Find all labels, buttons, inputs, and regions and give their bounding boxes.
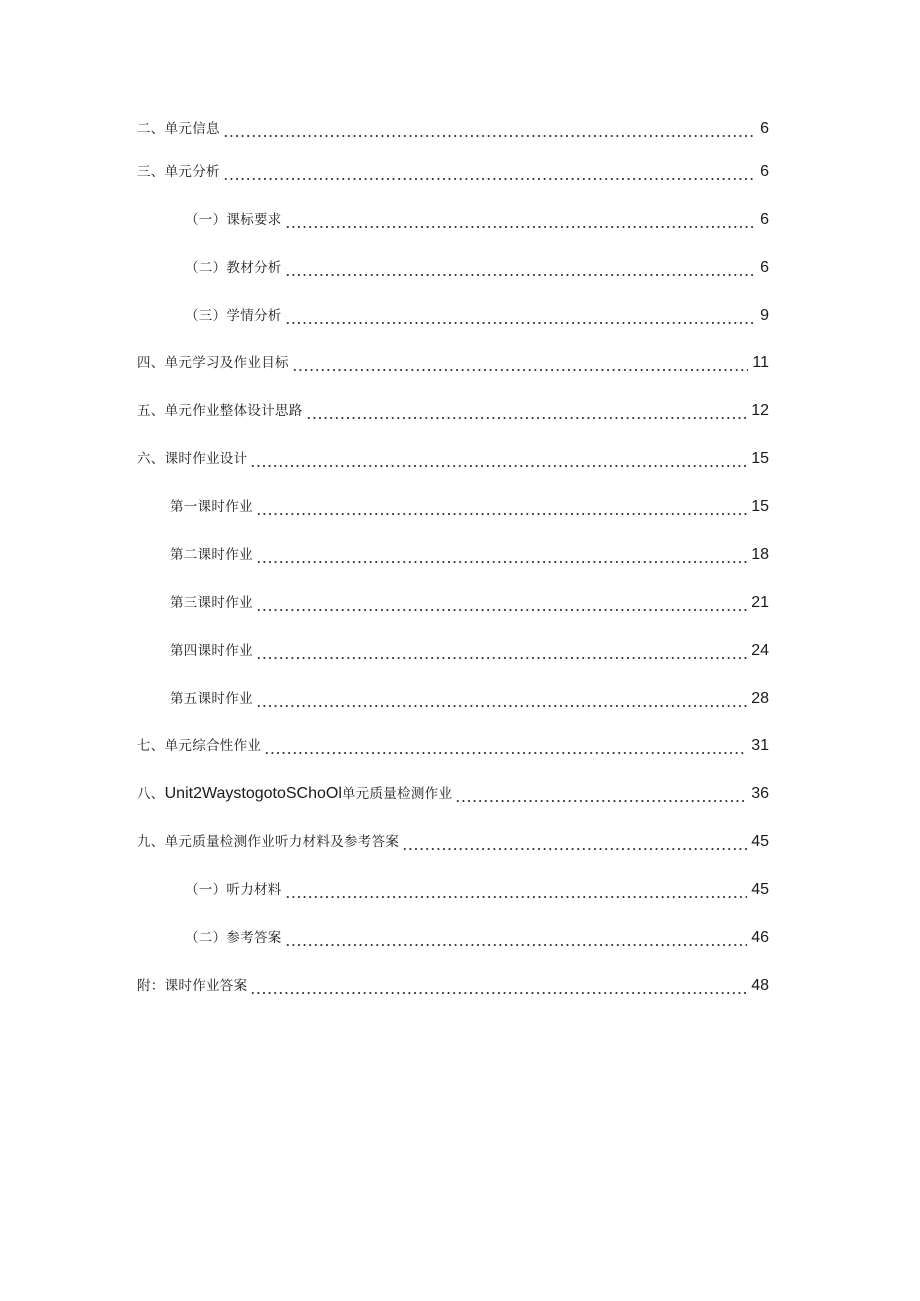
toc-dot-leader xyxy=(285,929,748,947)
toc-dot-leader xyxy=(264,737,747,755)
toc-entry-title-latin: Unit2WaystogotoSChoOl xyxy=(164,785,342,802)
toc-dot-leader xyxy=(292,354,749,372)
toc-entry-page: 12 xyxy=(751,402,769,419)
toc-entry-page: 48 xyxy=(751,977,769,994)
toc-entry-page: 11 xyxy=(752,354,769,371)
toc-entry-title: 七、单元综合性作业 xyxy=(137,738,262,754)
toc-entry-title: 第四课时作业 xyxy=(170,643,253,659)
toc-dot-leader xyxy=(256,546,747,564)
toc-entry-title: 第二课时作业 xyxy=(170,547,253,563)
toc-entry-title: 附：课时作业答案 xyxy=(137,978,248,994)
toc-dot-leader xyxy=(223,120,756,138)
toc-entry-title: 第三课时作业 xyxy=(170,595,253,611)
toc-entry[interactable] xyxy=(185,875,769,899)
toc-entry[interactable] xyxy=(137,396,769,420)
toc-entry[interactable] xyxy=(137,444,769,468)
toc-entry-page: 21 xyxy=(751,594,769,611)
toc-entry-title: （二）教材分析 xyxy=(185,260,282,276)
toc-entry-page: 6 xyxy=(760,120,769,137)
toc-entry-title: 第一课时作业 xyxy=(170,499,253,515)
toc-dot-leader xyxy=(285,211,756,229)
toc-entry-page: 45 xyxy=(751,833,769,850)
toc-entry[interactable] xyxy=(170,588,769,612)
toc-dot-leader xyxy=(306,402,748,420)
toc-entry-title: （二）参考答案 xyxy=(185,930,282,946)
toc-entry-title-prefix: 八、 xyxy=(137,786,165,802)
toc-entry-page: 6 xyxy=(760,163,769,180)
toc-dot-leader xyxy=(402,833,747,851)
toc-dot-leader xyxy=(285,259,756,277)
toc-entry[interactable] xyxy=(185,923,769,947)
toc-entry-title: 九、单元质量检测作业听力材料及参考答案 xyxy=(137,834,400,850)
toc-entry-title: 四、单元学习及作业目标 xyxy=(137,355,289,371)
toc-entry-page: 15 xyxy=(751,450,769,467)
toc-entry-page: 9 xyxy=(760,307,769,324)
toc-entry[interactable] xyxy=(137,779,769,803)
toc-entry-page: 31 xyxy=(751,737,769,754)
toc-dot-leader xyxy=(256,498,747,516)
toc-entry[interactable] xyxy=(170,684,769,708)
toc-dot-leader xyxy=(285,881,748,899)
toc-entry[interactable] xyxy=(137,731,769,755)
toc-entry-title: （三）学情分析 xyxy=(185,308,282,324)
toc-dot-leader xyxy=(256,690,747,708)
toc-entry[interactable] xyxy=(185,253,769,277)
toc-entry[interactable] xyxy=(170,636,769,660)
toc-entry[interactable] xyxy=(185,205,769,229)
toc-dot-leader xyxy=(250,450,747,468)
toc-entry[interactable] xyxy=(185,301,769,325)
toc-entry-title: （一）课标要求 xyxy=(185,212,282,228)
toc-entry[interactable] xyxy=(137,348,769,372)
toc-entry-page: 36 xyxy=(751,785,769,802)
toc-entry-title: 二、单元信息 xyxy=(137,121,220,137)
toc-entry-page: 24 xyxy=(751,642,769,659)
toc-entry-title: 五、单元作业整体设计思路 xyxy=(137,403,303,419)
toc-entry-page: 46 xyxy=(751,929,769,946)
toc-entry-title: 三、单元分析 xyxy=(137,164,220,180)
toc-dot-leader xyxy=(256,594,747,612)
toc-dot-leader xyxy=(285,307,756,325)
toc-entry-title-suffix: 单元质量检测作业 xyxy=(341,786,453,802)
toc-entry[interactable] xyxy=(137,157,769,181)
toc-entry-title xyxy=(137,785,452,803)
toc-entry-page: 45 xyxy=(751,881,769,898)
toc-entry[interactable] xyxy=(137,114,769,138)
toc-entry[interactable] xyxy=(170,540,769,564)
toc-entry[interactable] xyxy=(137,971,769,995)
toc-entry[interactable] xyxy=(137,827,769,851)
toc-entry-title: （一）听力材料 xyxy=(185,882,282,898)
toc-dot-leader xyxy=(250,977,747,995)
toc-entry[interactable] xyxy=(170,492,769,516)
toc-entry-page: 6 xyxy=(760,259,769,276)
toc-entry-page: 28 xyxy=(751,690,769,707)
toc-entry-page: 6 xyxy=(760,211,769,228)
toc-dot-leader xyxy=(455,785,747,803)
toc-entry-page: 18 xyxy=(751,546,769,563)
toc-dot-leader xyxy=(223,163,756,181)
toc-entry-page: 15 xyxy=(751,498,769,515)
toc-entry-title: 第五课时作业 xyxy=(170,691,253,707)
toc-dot-leader xyxy=(256,642,747,660)
toc-entry-title: 六、课时作业设计 xyxy=(137,451,248,467)
